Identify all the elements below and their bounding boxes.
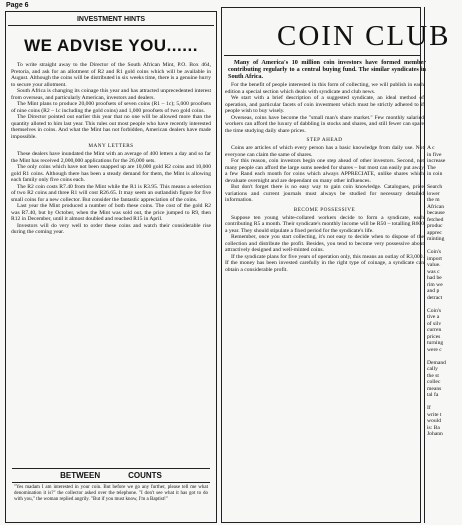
text-fragment: increase: [427, 158, 446, 164]
text-fragment: cally: [427, 366, 438, 372]
text-fragment: import: [427, 255, 442, 262]
paragraph: The Director pointed out earlier this year that no one will be allowed more than the quantity alloted to him last year. This rules out most people who have recently interested themselves in coins. And what the Mint has not forbidden, American dealers have made impossible.: [11, 114, 211, 140]
text-fragment: the m: [427, 197, 440, 203]
text-fragment: means: [427, 385, 442, 392]
paragraph: We start with a brief description of a suggested syndicate, an ideal method of operation, and particular facets of coin investment which must be strictly adhered to if people wish to buy wisely.: [225, 95, 424, 114]
text-fragment: had be: [427, 275, 442, 281]
text-fragment: lower: [427, 190, 440, 197]
text-fragment: Coin's: [427, 249, 442, 255]
text-fragment: were c: [427, 346, 442, 353]
text-fragment: apprec: [427, 229, 442, 236]
paragraph: For this reason, coin investors begin one step ahead of other investors. Second, not many people can afford the large sums needed for shares – but most can easily put away a few Rand each month for coins which always APPRECIATE, unlike shares which devaluate overnight and are dependant on many other influences.: [225, 158, 424, 184]
text-fragment: and p: [427, 288, 440, 294]
text-fragment: detract: [427, 294, 443, 301]
text-fragment: minting: [427, 236, 445, 242]
page-number: Page 6: [6, 2, 29, 9]
paragraph: Coins are articles of which every person has a basic knowledge from daily use. Not everyone can claim the same of shares.: [225, 145, 424, 158]
text-fragment: turning: [427, 340, 444, 346]
text-fragment: Johann: [427, 431, 443, 437]
truncated-text: [427, 145, 462, 438]
between-counts-box: [12, 468, 210, 519]
text-fragment: of silv: [427, 320, 442, 327]
text-fragment: in five: [427, 151, 442, 158]
text-fragment: Demand: [427, 359, 446, 366]
intro-paragraph: Many of America's 10 million coin investors have formed member contributing regularly to a central buying fund. The similar syndicates in South Africa.: [228, 59, 426, 80]
paragraph: The Mint plans to produce 20,000 proofsets of seven coins (R1 – 1c); 5,000 proofsets of nine coins (R2 – 1c including the gold coins) and 1,000 proofsets of two gold coins.: [11, 101, 211, 114]
subheading: BECOME POSSESSIVE: [293, 206, 356, 213]
paragraph: Suppose ten young white-collared workers decide to form a syndicate, each contributing R5 a month. Their syndicate's monthly income will be R50 – totalling R600 a year. They should stipulate a fixed period for the syndicate's life.: [225, 214, 424, 234]
paragraph: Overseas, coins have become the "small man's share market." Few monthly salaried workers can afford the luxury of dabbling in stocks and shares, and still fewer can spare the time studying daily share prices.: [225, 114, 424, 134]
article-body: [225, 82, 424, 273]
text-fragment: the st: [427, 372, 439, 379]
paragraph: South Africa is changing its coinage this year and has attracted unprecedented interest from overseas, and particularly American, investors and dealers.: [11, 88, 211, 101]
text-fragment: rim we: [427, 281, 443, 288]
box-heading-word: COUNTS: [128, 471, 162, 480]
text-fragment: tal fa: [427, 392, 439, 398]
text-fragment: prices: [427, 333, 441, 340]
text-fragment: Search: [427, 184, 443, 190]
paragraph: Last year the Mint produced a number of both these coins. The cost of the gold R2 was R7.40, but by October, when the Mint was sold out, the price jumped to R9, then R12 in December, until it almost doubled and reached R15 in April.: [11, 203, 211, 222]
text-fragment: collec: [427, 379, 441, 385]
text-fragment: value.: [427, 262, 441, 268]
text-fragment: A c: [427, 145, 435, 151]
investment-hints-column: [5, 11, 217, 523]
divider: [12, 482, 210, 483]
article-body: [11, 62, 211, 236]
text-fragment: produc: [427, 223, 443, 229]
text-fragment: Coin's: [427, 307, 442, 314]
text-fragment: The: [427, 164, 436, 171]
text-fragment: fetched: [427, 216, 444, 223]
text-fragment: in coin: [427, 171, 443, 177]
text-fragment: is: Ba: [427, 424, 440, 431]
paragraph: Investors will do very well to order these coins and watch their considerable rise during the coming year.: [11, 222, 211, 235]
divider: [224, 55, 420, 56]
text-fragment: tive a: [427, 314, 440, 320]
paragraph: These dealers have inundated the Mint with an average of 400 letters a day and so far the Mint has received 2,000,000 applications for the 26,000 sets.: [11, 151, 211, 164]
text-fragment: curren: [427, 327, 442, 333]
article-title: COIN CLUB: [277, 20, 451, 52]
text-fragment: write t: [427, 411, 442, 418]
paragraph: The only coins which have not been snapped up are 10,000 gold R2 coins and 10,000 gold R1 coins. Although there has been a steady demand for them, the Mint is allowing each family only five coins each.: [11, 164, 211, 183]
subheading: STEP AHEAD: [306, 137, 343, 143]
paragraph: To write straight away to the Director of the South African Mint, P.O. Box 464, Pretoria, and ask for an allotment of R2 and R1 gold coins which will be available in August. Although the coins will be distributed in six weeks time, there is a genuine hurry to secure your allotment.: [11, 62, 211, 88]
headline: WE ADVISE YOU......: [24, 36, 198, 55]
subheading: MANY LETTERS: [88, 143, 134, 149]
paragraph: The R2 coin costs R7.40 from the Mint while the R1 is R3.95. This means a selection of two R2 coins and three R1 will cost R26.65. It may seem an outlandish figure for five small coins for a new collector. But consider the fantastic appreciation of the coins.: [11, 183, 211, 203]
section-label: INVESTMENT HINTS: [76, 16, 146, 23]
text-fragment: would: [427, 418, 441, 424]
text-fragment: because: [427, 210, 445, 216]
truncated-column: [424, 7, 462, 523]
box-heading: [12, 471, 210, 480]
anecdote-text: "Yes madam I am interested in your coin. But before we go any further, please tell me what denomination it is?" the collector asked over the telephone. "I don't see what it has got to do with you," the woman replied angrily. "But if you must know, I'm a Baptist!": [14, 485, 208, 502]
paragraph: If the syndicate plans for five years of operation only, this means an outlay of R3,000. If the money has been invested carefully in the right type of coinage, a syndicate can obtain a considerable profit.: [225, 253, 424, 273]
text-fragment: was c: [427, 268, 440, 275]
text-fragment: African: [427, 203, 445, 210]
box-heading-word: BETWEEN: [60, 471, 101, 480]
paragraph: But don't forget there is no easy way to gain coin knowledge. Catalogues, price variations and current journals must always be studied for necessary detailed information.: [225, 184, 424, 203]
paragraph: Remember, once you start collecting, it's not easy to decide when to dispose of the collection and distribute the profit. Besides, you tend to become very possessive about attractively designed and well-minted coins.: [225, 234, 424, 253]
text-fragment: If: [427, 405, 431, 411]
paragraph: For the benefit of people interested in this form of collecting, we will publish in each edition a special section which deals with syndicate and club news.: [225, 82, 424, 95]
divider: [8, 25, 214, 26]
